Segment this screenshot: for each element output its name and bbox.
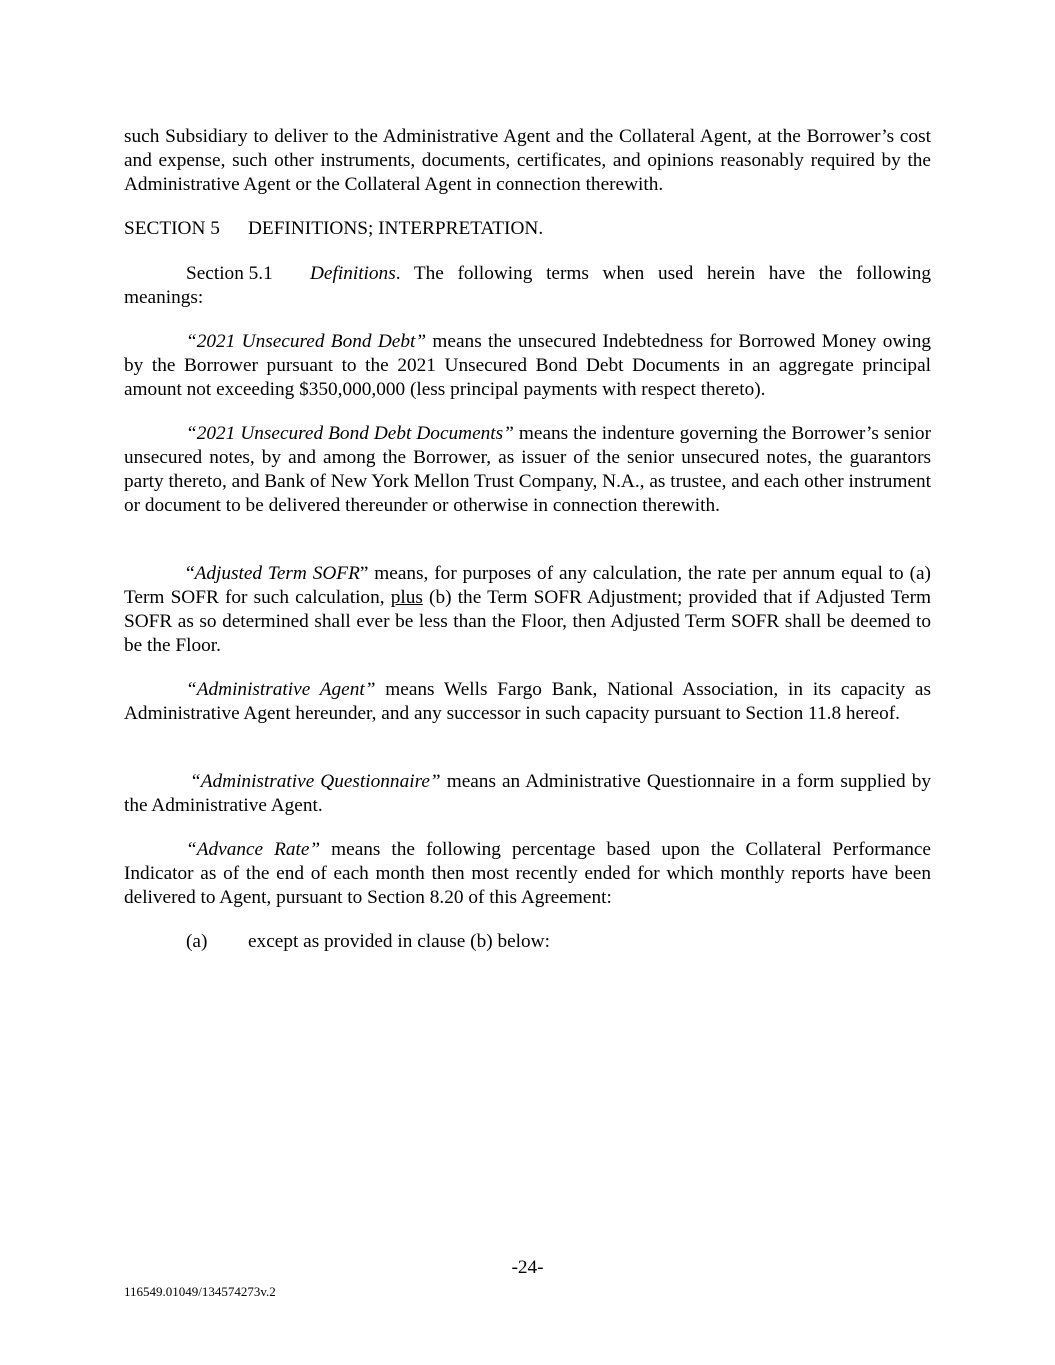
definition-text-part-a: means, for purposes of any calculation, the rate per annum equal to (a) Term SOFR for such calculation, — [124, 563, 931, 608]
section-5-title: DEFINITIONS; INTERPRETATION. — [248, 218, 544, 239]
definition-adjusted-term-sofr — [124, 562, 931, 658]
definition-term: Adjusted Term SOFR — [194, 563, 360, 584]
clause-a-label: (a) — [186, 931, 208, 952]
definition-administrative-questionnaire — [124, 770, 931, 818]
section-5-number: SECTION 5 — [124, 218, 220, 239]
definition-term: “2021 Unsecured Bond Debt Documents” — [186, 423, 514, 444]
section-5-1-label: Section 5.1 — [186, 263, 273, 284]
clause-a-text: except as provided in clause (b) below: — [248, 931, 550, 952]
continuation-paragraph — [124, 125, 931, 197]
definition-text: means the unsecured Indebtedness for Borrowed Money owing by the Borrower pursuant to the 2021 Unsecured Bond Debt Documents in an aggregate principal amount not exceeding $350,000,000 (less principal payments with respect thereto). — [124, 331, 931, 400]
section-5-heading — [124, 217, 543, 241]
definition-close-quote: ” — [359, 563, 369, 584]
definition-term: “2021 Unsecured Bond Debt” — [186, 331, 427, 352]
document-id: 116549.01049/134574273v.2 — [124, 1284, 276, 1299]
definition-2021-unsecured-bond-debt-documents — [124, 422, 931, 518]
definition-advance-rate — [124, 838, 931, 910]
definition-administrative-agent — [124, 678, 931, 726]
definition-underlined-plus: plus — [390, 587, 423, 608]
clause-a — [186, 930, 550, 954]
definition-open-quote: “ — [186, 563, 195, 584]
definition-text: means the following percentage based upon the Collateral Performance Indicator as of the end of each month then most recently ended for which monthly reports have been delivered to Agent, pursuant to Section 8.20 of this Agreement: — [124, 839, 931, 908]
definition-term: “Advance Rate” — [186, 839, 321, 860]
section-5-1-title: Definitions — [310, 263, 396, 284]
page-number: -24- — [511, 1257, 544, 1278]
section-5-1-text: The following terms when used herein have the following meanings: — [124, 263, 931, 308]
continuation-text: such Subsidiary to deliver to the Administrative Agent and the Collateral Agent, at the Borrower’s cost and expense, such other instruments, documents, certificates, and opinions reasonably required by the Administrative Agent or the Collateral Agent in connection therewith. — [124, 126, 931, 195]
definition-term: “Administrative Agent” — [186, 679, 376, 700]
definition-text: means Wells Fargo Bank, National Association, in its capacity as Administrative Agent hereunder, and any successor in such capacity pursuant to Section 11.8 hereof. — [124, 679, 931, 724]
definition-text: means the indenture governing the Borrower’s senior unsecured notes, by and among the Borrower, as issuer of the senior unsecured notes, the guarantors party thereto, and Bank of New York Mellon Trust Company, N.A., as trustee, and each other instrument or document to be delivered thereunder or otherwise in connection therewith. — [124, 423, 931, 516]
definition-2021-unsecured-bond-debt — [124, 330, 931, 402]
definition-term: “Administrative Questionnaire” — [190, 771, 441, 792]
section-5-1-title-punct: . — [395, 263, 401, 284]
definition-text-part-b: (b) the Term SOFR Adjustment; provided that if Adjusted Term SOFR as so determined shall ever be less than the Floor, then Adjusted Term SOFR shall be deemed to be the Floor. — [124, 587, 931, 656]
section-5-1-paragraph — [124, 262, 931, 310]
definition-text: means an Administrative Questionnaire in a form supplied by the Administrative Agent. — [124, 771, 931, 816]
